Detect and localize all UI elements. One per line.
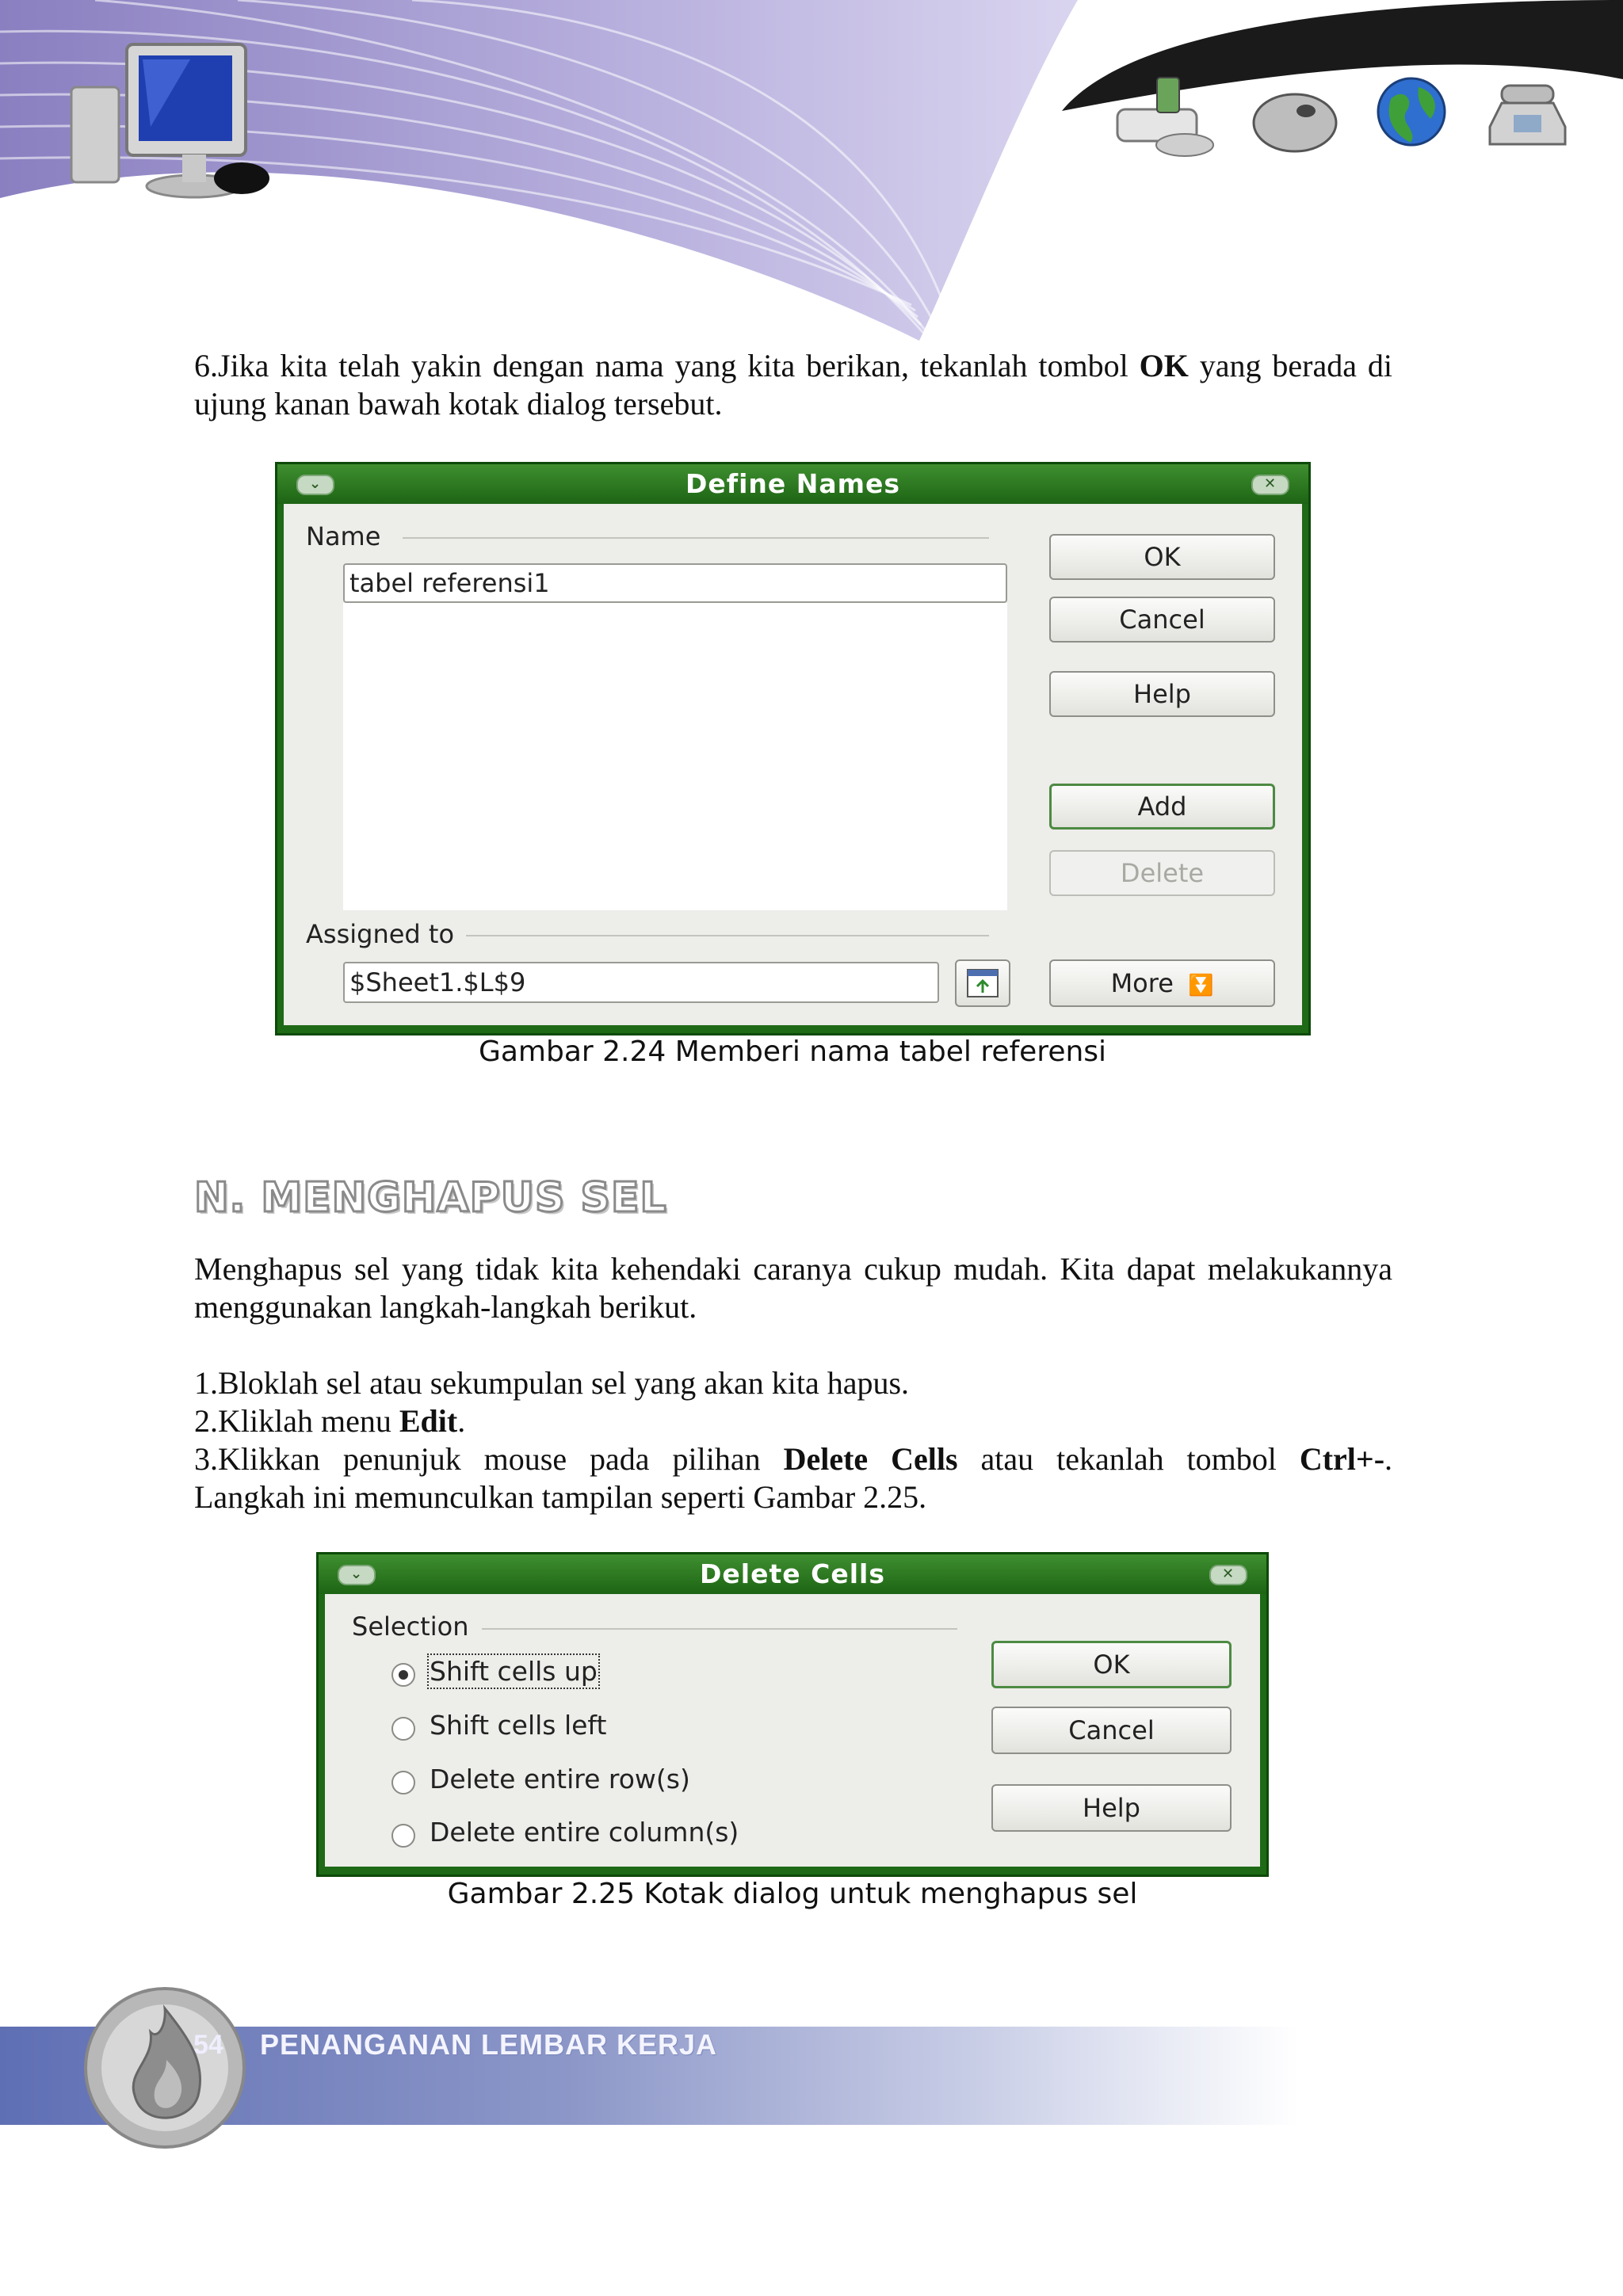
figure-caption-2-24: Gambar 2.24 Memberi nama tabel referensi (478, 1035, 1107, 1068)
step-6-paragraph (194, 347, 1392, 423)
assigned-to-label: Assigned to (306, 919, 455, 949)
intro-paragraph (194, 1250, 1392, 1326)
delete-button[interactable]: Delete (1049, 850, 1275, 896)
name-separator (403, 537, 989, 539)
delete-cells-body (325, 1594, 1260, 1867)
delete-cells-dialog (316, 1552, 1269, 1877)
shrink-button[interactable] (955, 959, 1010, 1007)
step-2-text: 2.Kliklah menu (194, 1403, 399, 1439)
selection-separator (482, 1628, 957, 1630)
double-chevron-down-icon: ⏬ (1188, 974, 1214, 997)
close-icon[interactable]: ✕ (1209, 1565, 1247, 1585)
step-3-text-2: atau tekanlah tombol (957, 1441, 1300, 1477)
add-button[interactable]: Add (1049, 784, 1275, 830)
router-icon (1109, 70, 1216, 165)
close-icon[interactable]: ✕ (1251, 475, 1289, 495)
option-shift-cells-left[interactable]: Shift cells left (430, 1710, 607, 1741)
telephone-icon (1486, 79, 1569, 151)
page-number: 54 (193, 2030, 223, 2060)
shrink-icon (965, 967, 1000, 999)
step-6-text-end: yang berada di (1188, 348, 1392, 383)
flame-disc-icon (79, 1985, 250, 2151)
radio-shift-cells-up[interactable] (391, 1663, 415, 1687)
step-6-line-2: ujung kanan bawah kotak dialog tersebut. (194, 386, 723, 421)
delete-cells-keyword: Delete Cells (783, 1441, 958, 1477)
option-shift-cells-up[interactable]: Shift cells up (430, 1656, 598, 1687)
dialog-title: Define Names (685, 468, 901, 499)
radio-delete-entire-rows[interactable] (391, 1771, 415, 1794)
step-2 (194, 1402, 1392, 1440)
globe-icon (1375, 75, 1448, 151)
step-1: 1.Bloklah sel atau sekumpulan sel yang akan kita hapus. (194, 1365, 910, 1401)
window-menu-icon[interactable]: ⌄ (338, 1565, 376, 1585)
define-names-titlebar[interactable] (277, 464, 1308, 504)
step-3-end: . (1384, 1441, 1393, 1477)
window-menu-icon[interactable]: ⌄ (296, 475, 334, 495)
step-3-text: 3.Klikkan penunjuk mouse pada pilihan (194, 1441, 784, 1477)
delete-cells-titlebar[interactable] (319, 1554, 1266, 1594)
edit-keyword: Edit (399, 1403, 458, 1439)
shortcut-keyword: Ctrl+- (1299, 1441, 1385, 1477)
steps-list (194, 1364, 1392, 1516)
help-button[interactable]: Help (991, 1784, 1232, 1832)
intro-line-1: Menghapus sel yang tidak kita kehendaki caranya cukup mudah. Kita dapat melakukannya (194, 1251, 1392, 1287)
mouse-icon (1251, 87, 1339, 158)
name-label: Name (306, 521, 381, 551)
more-label: More (1110, 968, 1174, 998)
selection-label: Selection (352, 1611, 469, 1642)
ok-button[interactable]: OK (991, 1641, 1232, 1688)
radio-delete-entire-columns[interactable] (391, 1824, 415, 1848)
define-names-body (284, 504, 1302, 1025)
ok-button[interactable]: OK (1049, 534, 1275, 580)
help-button[interactable]: Help (1049, 671, 1275, 717)
step-3-line-2: Langkah ini memunculkan tampilan seperti Gambar 2.25. (194, 1479, 927, 1515)
names-list[interactable] (343, 603, 1007, 910)
name-input[interactable]: tabel referensi1 (343, 563, 1007, 603)
ok-keyword: OK (1139, 348, 1189, 383)
define-names-dialog (275, 462, 1311, 1035)
computer-monitor-icon (63, 40, 277, 206)
cancel-button[interactable]: Cancel (991, 1707, 1232, 1754)
chapter-title: PENANGANAN LEMBAR KERJA (260, 2028, 718, 2061)
figure-caption-2-25: Gambar 2.25 Kotak dialog untuk menghapus sel (447, 1878, 1138, 1910)
section-title: N. MENGHAPUS SEL (194, 1174, 667, 1222)
radio-shift-cells-left[interactable] (391, 1717, 415, 1741)
cancel-button[interactable]: Cancel (1049, 597, 1275, 643)
dialog-title: Delete Cells (700, 1558, 885, 1589)
step-6-text: 6.Jika kita telah yakin dengan nama yang kita berikan, tekanlah tombol (194, 348, 1140, 383)
option-delete-entire-columns[interactable]: Delete entire column(s) (430, 1817, 739, 1848)
assigned-separator (466, 935, 989, 936)
step-3 (194, 1440, 1392, 1478)
assigned-to-input[interactable]: $Sheet1.$L$9 (343, 962, 939, 1003)
step-2-end: . (457, 1403, 466, 1439)
more-button[interactable] (1049, 959, 1275, 1007)
option-delete-entire-rows[interactable]: Delete entire row(s) (430, 1764, 690, 1794)
intro-line-2: menggunakan langkah-langkah berikut. (194, 1289, 697, 1325)
